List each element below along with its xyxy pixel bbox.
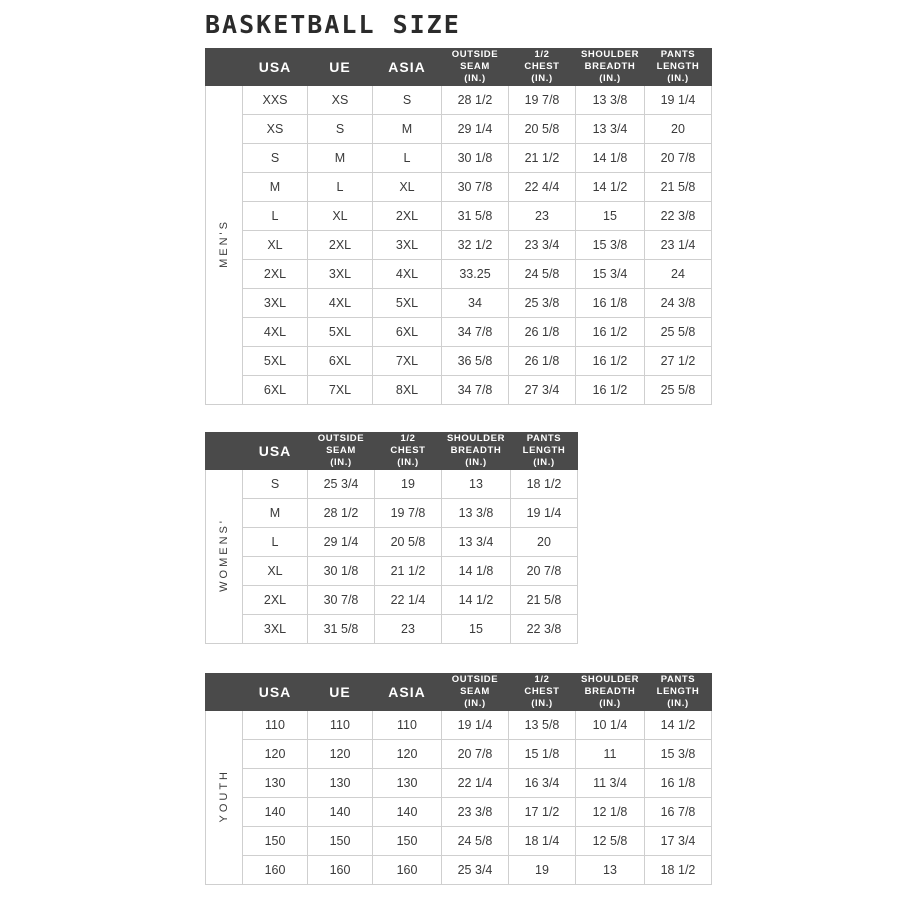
size-table-womens [205, 432, 578, 644]
table-cell: 20 [511, 528, 578, 557]
table-cell: 8XL [373, 376, 442, 405]
column-header-line: (IN.) [599, 698, 621, 709]
table-cell: 14 1/2 [576, 173, 645, 202]
table-cell: S [308, 115, 373, 144]
table-cell: 15 1/8 [509, 740, 576, 769]
column-header-line: SEAM [460, 686, 490, 697]
column-header [442, 674, 509, 711]
table-cell: 23 [509, 202, 576, 231]
table-cell: 17 3/4 [645, 827, 712, 856]
table-cell: 15 3/4 [576, 260, 645, 289]
table-cell: 19 7/8 [509, 86, 576, 115]
table-header-row [206, 433, 578, 470]
table-cell: 2XL [243, 586, 308, 615]
table-cell: XL [308, 202, 373, 231]
table-cell: 130 [373, 769, 442, 798]
table-cell: 34 7/8 [442, 376, 509, 405]
table-cell: S [373, 86, 442, 115]
table-cell: 110 [308, 711, 373, 740]
column-header-line: (IN.) [667, 698, 689, 709]
table-youth [205, 673, 712, 885]
table-cell: 130 [308, 769, 373, 798]
table-cell: 16 1/2 [576, 376, 645, 405]
table-cell: 19 [509, 856, 576, 885]
table-cell: 20 7/8 [645, 144, 712, 173]
table-cell: 24 3/8 [645, 289, 712, 318]
column-header-line: OUTSIDE [317, 433, 365, 444]
table-cell: 18 1/2 [511, 470, 578, 499]
column-header [243, 433, 308, 470]
table-cell: 25 5/8 [645, 318, 712, 347]
table-cell: 15 [576, 202, 645, 231]
table-cell: 31 5/8 [308, 615, 375, 644]
table-cell: 2XL [243, 260, 308, 289]
table-cell: 31 5/8 [442, 202, 509, 231]
table-row [206, 769, 712, 798]
table-cell: 10 1/4 [576, 711, 645, 740]
column-header-line: PANTS [660, 49, 696, 60]
table-cell: XL [243, 231, 308, 260]
table-cell: 24 5/8 [509, 260, 576, 289]
table-womens [205, 432, 578, 644]
table-header-row [206, 49, 712, 86]
table-cell: 16 1/8 [645, 769, 712, 798]
column-header-line: (IN.) [464, 73, 486, 84]
column-header-label: UE [329, 684, 351, 700]
table-cell: 6XL [373, 318, 442, 347]
table-cell: 16 1/8 [576, 289, 645, 318]
table-cell: 110 [373, 711, 442, 740]
table-cell: 19 1/4 [645, 86, 712, 115]
table-cell: 18 1/2 [645, 856, 712, 885]
column-header-line: (IN.) [330, 457, 352, 468]
table-cell: 13 3/4 [576, 115, 645, 144]
table-cell: 25 3/4 [308, 470, 375, 499]
column-header-line: LENGTH [656, 686, 700, 697]
column-header-label: USA [258, 59, 292, 75]
table-row [206, 856, 712, 885]
table-cell: 23 1/4 [645, 231, 712, 260]
table-cell: 36 5/8 [442, 347, 509, 376]
table-cell: 25 3/8 [509, 289, 576, 318]
table-cell: 13 5/8 [509, 711, 576, 740]
table-row [206, 740, 712, 769]
table-cell: 24 [645, 260, 712, 289]
table-cell: 7XL [308, 376, 373, 405]
table-cell: 3XL [308, 260, 373, 289]
table-cell: 33.25 [442, 260, 509, 289]
table-row [206, 144, 712, 173]
table-row [206, 86, 712, 115]
table-cell: 22 1/4 [442, 769, 509, 798]
table-cell: L [243, 202, 308, 231]
table-cell: S [243, 470, 308, 499]
column-header-line: OUTSIDE [451, 49, 499, 60]
column-header [243, 674, 308, 711]
table-row [206, 231, 712, 260]
table-cell: 19 7/8 [375, 499, 442, 528]
column-header-line: 1/2 [534, 674, 550, 685]
table-cell: 17 1/2 [509, 798, 576, 827]
column-header-line: PANTS [526, 433, 562, 444]
table-cell: 12 5/8 [576, 827, 645, 856]
table-cell: 120 [373, 740, 442, 769]
column-header [509, 49, 576, 86]
table-cell: 150 [243, 827, 308, 856]
table-cell: 14 1/2 [645, 711, 712, 740]
table-cell: 29 1/4 [308, 528, 375, 557]
table-cell: 150 [373, 827, 442, 856]
column-header-line: BREADTH [584, 686, 636, 697]
table-cell: 29 1/4 [442, 115, 509, 144]
table-cell: 24 5/8 [442, 827, 509, 856]
table-cell: 22 3/8 [645, 202, 712, 231]
column-header-line: SHOULDER [446, 433, 506, 444]
table-cell: 14 1/8 [576, 144, 645, 173]
table-row [206, 289, 712, 318]
table-corner-cell [206, 674, 243, 711]
table-cell: 160 [308, 856, 373, 885]
table-cell: L [308, 173, 373, 202]
table-row [206, 528, 578, 557]
table-side-label: WOMENS' [218, 518, 230, 592]
table-cell: 21 1/2 [509, 144, 576, 173]
table-corner-cell [206, 433, 243, 470]
table-row [206, 586, 578, 615]
table-cell: 160 [243, 856, 308, 885]
table-cell: XL [243, 557, 308, 586]
table-header-row [206, 674, 712, 711]
column-header-label: USA [258, 443, 292, 459]
size-table-mens [205, 48, 712, 405]
table-side-label: YOUTH [218, 769, 230, 823]
table-row [206, 557, 578, 586]
table-cell: 4XL [373, 260, 442, 289]
size-table-youth [205, 673, 712, 885]
column-header-line: 1/2 [400, 433, 416, 444]
column-header-line: LENGTH [522, 445, 566, 456]
table-cell: 22 3/8 [511, 615, 578, 644]
table-cell: 140 [373, 798, 442, 827]
table-cell: M [243, 173, 308, 202]
table-row [206, 347, 712, 376]
table-mens [205, 48, 712, 405]
table-cell: 34 [442, 289, 509, 318]
column-header-line: (IN.) [465, 457, 487, 468]
table-cell: 15 [442, 615, 511, 644]
column-header [645, 49, 712, 86]
table-cell: 15 3/8 [645, 740, 712, 769]
table-row [206, 318, 712, 347]
table-cell: 23 3/4 [509, 231, 576, 260]
table-cell: XS [243, 115, 308, 144]
column-header-line: (IN.) [531, 698, 553, 709]
table-cell: 6XL [308, 347, 373, 376]
table-cell: XL [373, 173, 442, 202]
table-cell: XS [308, 86, 373, 115]
table-side-label-cell [206, 711, 243, 885]
column-header-line: (IN.) [531, 73, 553, 84]
table-cell: 27 1/2 [645, 347, 712, 376]
table-side-label-cell [206, 470, 243, 644]
table-cell: L [373, 144, 442, 173]
table-cell: 28 1/2 [308, 499, 375, 528]
table-row [206, 202, 712, 231]
table-cell: L [243, 528, 308, 557]
column-header-line: SEAM [326, 445, 356, 456]
column-header-line: OUTSIDE [451, 674, 499, 685]
table-cell: 34 7/8 [442, 318, 509, 347]
table-cell: 20 5/8 [509, 115, 576, 144]
column-header-label: USA [258, 684, 292, 700]
table-row [206, 470, 578, 499]
column-header-line: CHEST [524, 61, 560, 72]
table-cell: 19 1/4 [511, 499, 578, 528]
table-cell: 110 [243, 711, 308, 740]
table-cell: 5XL [243, 347, 308, 376]
table-cell: 7XL [373, 347, 442, 376]
table-cell: 2XL [373, 202, 442, 231]
table-row [206, 827, 712, 856]
table-cell: 26 1/8 [509, 318, 576, 347]
table-cell: 21 5/8 [645, 173, 712, 202]
table-cell: 11 3/4 [576, 769, 645, 798]
column-header [308, 674, 373, 711]
table-cell: 25 3/4 [442, 856, 509, 885]
table-cell: 22 1/4 [375, 586, 442, 615]
column-header-line: (IN.) [667, 73, 689, 84]
table-side-label-cell [206, 86, 243, 405]
column-header [509, 674, 576, 711]
table-cell: 5XL [308, 318, 373, 347]
table-cell: 20 7/8 [511, 557, 578, 586]
table-cell: 21 5/8 [511, 586, 578, 615]
table-row [206, 376, 712, 405]
table-cell: 14 1/8 [442, 557, 511, 586]
table-cell: 15 3/8 [576, 231, 645, 260]
table-cell: 4XL [308, 289, 373, 318]
table-cell: 3XL [243, 615, 308, 644]
table-cell: 140 [308, 798, 373, 827]
table-cell: S [243, 144, 308, 173]
column-header-line: PANTS [660, 674, 696, 685]
table-cell: XXS [243, 86, 308, 115]
table-cell: 13 3/8 [576, 86, 645, 115]
column-header [576, 49, 645, 86]
table-row [206, 615, 578, 644]
table-cell: 14 1/2 [442, 586, 511, 615]
table-cell: M [243, 499, 308, 528]
table-cell: 27 3/4 [509, 376, 576, 405]
table-cell: 13 3/8 [442, 499, 511, 528]
column-header [373, 674, 442, 711]
table-cell: 13 [442, 470, 511, 499]
column-header [442, 433, 511, 470]
column-header-line: CHEST [390, 445, 426, 456]
table-cell: 20 [645, 115, 712, 144]
column-header [511, 433, 578, 470]
column-header-line: SHOULDER [580, 674, 640, 685]
table-cell: 32 1/2 [442, 231, 509, 260]
column-header-line: LENGTH [656, 61, 700, 72]
table-cell: 3XL [243, 289, 308, 318]
column-header [576, 674, 645, 711]
table-cell: 13 [576, 856, 645, 885]
table-cell: 30 7/8 [308, 586, 375, 615]
table-cell: 19 [375, 470, 442, 499]
table-cell: 30 1/8 [308, 557, 375, 586]
table-row [206, 711, 712, 740]
table-cell: 13 3/4 [442, 528, 511, 557]
table-cell: 16 1/2 [576, 318, 645, 347]
table-cell: 120 [243, 740, 308, 769]
table-row [206, 115, 712, 144]
column-header-label: ASIA [388, 59, 426, 75]
column-header-line: (IN.) [464, 698, 486, 709]
column-header-line: (IN.) [533, 457, 555, 468]
column-header [375, 433, 442, 470]
table-cell: 140 [243, 798, 308, 827]
table-cell: 2XL [308, 231, 373, 260]
page-title: BASKETBALL SIZE [205, 10, 461, 39]
table-cell: 30 1/8 [442, 144, 509, 173]
column-header-label: ASIA [388, 684, 426, 700]
column-header [645, 674, 712, 711]
column-header [373, 49, 442, 86]
column-header [442, 49, 509, 86]
table-cell: 16 1/2 [576, 347, 645, 376]
column-header-line: SEAM [460, 61, 490, 72]
table-cell: 160 [373, 856, 442, 885]
table-cell: 18 1/4 [509, 827, 576, 856]
table-cell: 26 1/8 [509, 347, 576, 376]
table-cell: 21 1/2 [375, 557, 442, 586]
table-side-label: MEN'S [218, 219, 230, 268]
table-cell: 3XL [373, 231, 442, 260]
table-cell: 20 7/8 [442, 740, 509, 769]
table-row [206, 499, 578, 528]
table-cell: 19 1/4 [442, 711, 509, 740]
table-cell: 28 1/2 [442, 86, 509, 115]
table-cell: 11 [576, 740, 645, 769]
column-header-line: (IN.) [599, 73, 621, 84]
table-cell: 16 7/8 [645, 798, 712, 827]
table-cell: 6XL [243, 376, 308, 405]
table-row [206, 173, 712, 202]
table-row [206, 260, 712, 289]
column-header-line: BREADTH [450, 445, 502, 456]
column-header-line: 1/2 [534, 49, 550, 60]
table-cell: 130 [243, 769, 308, 798]
table-cell: 5XL [373, 289, 442, 318]
column-header-line: BREADTH [584, 61, 636, 72]
table-corner-cell [206, 49, 243, 86]
column-header [308, 49, 373, 86]
table-cell: 20 5/8 [375, 528, 442, 557]
table-cell: 120 [308, 740, 373, 769]
column-header [243, 49, 308, 86]
table-cell: 25 5/8 [645, 376, 712, 405]
table-cell: 16 3/4 [509, 769, 576, 798]
table-cell: 150 [308, 827, 373, 856]
table-cell: 23 [375, 615, 442, 644]
table-cell: M [308, 144, 373, 173]
table-cell: 12 1/8 [576, 798, 645, 827]
table-cell: M [373, 115, 442, 144]
column-header [308, 433, 375, 470]
table-cell: 22 4/4 [509, 173, 576, 202]
table-cell: 30 7/8 [442, 173, 509, 202]
table-row [206, 798, 712, 827]
column-header-line: SHOULDER [580, 49, 640, 60]
table-cell: 23 3/8 [442, 798, 509, 827]
column-header-line: (IN.) [397, 457, 419, 468]
column-header-line: CHEST [524, 686, 560, 697]
table-cell: 4XL [243, 318, 308, 347]
column-header-label: UE [329, 59, 351, 75]
